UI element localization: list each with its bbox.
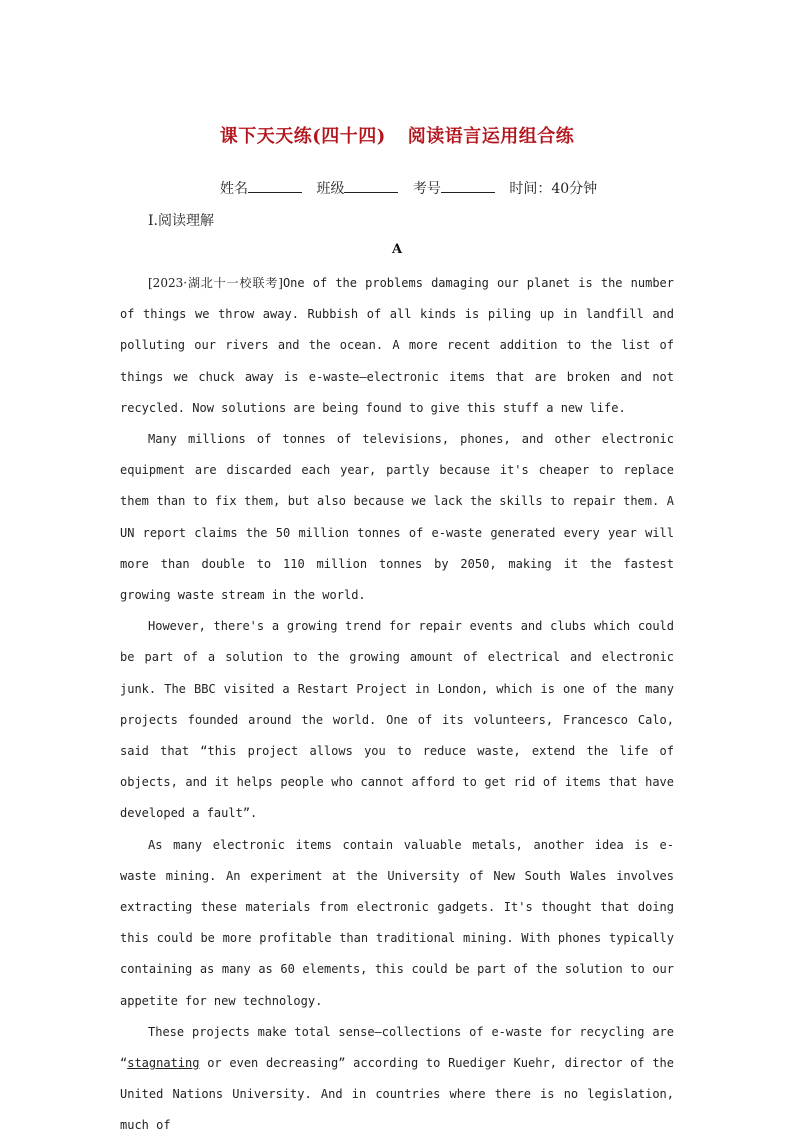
paragraph-5-text-a: These projects make total sense—collections of e-waste for recycling are “	[120, 1024, 674, 1071]
passage-body	[120, 268, 674, 1142]
paragraph-5-text-b: or even decreasing” according to Ruediger Kuehr, director of the United Nations University. And in countries where there is no legislation, much of	[120, 1056, 674, 1133]
paragraph-1	[120, 268, 674, 424]
passage-source: [2023·湖北十一校联考]	[148, 276, 283, 290]
class-label: 班级	[316, 181, 345, 197]
paragraph-3: However, there's a growing trend for repair events and clubs which could be part of a solution to the growing amount of electrical and electronic junk. The BBC visited a Restart Project in London, which is one of the many projects founded around the world. One of its volunteers, Francesco Calo, said that “this project allows you to reduce waste, extend the life of objects, and it helps people who cannot afford to get rid of items that have developed a fault”.	[120, 619, 674, 821]
title-part2: 阅读语言运用组合练	[407, 126, 575, 147]
class-field[interactable]	[344, 180, 398, 193]
paragraph-4: As many electronic items contain valuable metals, another idea is e-waste mining. An experiment at the University of New South Wales involves extracting these materials from electronic gadgets. It's thought that doing this could be more profitable than traditional mining. With phones typically containing as many as 60 elements, this could be part of the solution to our appetite for new technology.	[120, 837, 674, 1008]
page-title	[0, 122, 794, 148]
name-label: 姓名	[220, 181, 248, 197]
number-field[interactable]	[441, 180, 495, 193]
underlined-word: stagnating	[127, 1056, 200, 1071]
number-label: 考号	[412, 181, 441, 197]
paragraph-2: Many millions of tonnes of televisions, phones, and other electronic equipment are discarded each year, partly because it's cheaper to replace them than to fix them, but also because we lack the skills to repair them. A UN report claims the 50 million tonnes of e-waste generated every year will more than double to 110 million tonnes by 2050, making it the fastest growing waste stream in the world.	[120, 432, 674, 603]
paragraph-1-text: One of the problems damaging our planet is the number of things we throw away. Rubbish of all kinds is piling up in landfill and polluting our rivers and the ocean. A more recent addition to the list of things we chuck away is e-waste—electronic items that are broken and not recycled. Now solutions are being found to give this stuff a new life.	[120, 276, 674, 415]
student-info-line	[220, 178, 597, 198]
section-heading: Ⅰ.阅读理解	[148, 213, 214, 229]
name-field[interactable]	[248, 180, 302, 193]
time-label: 时间：40分钟	[509, 181, 598, 197]
title-part1: 课下天天练(四十四)	[219, 126, 386, 147]
passage-label: A	[391, 242, 403, 257]
